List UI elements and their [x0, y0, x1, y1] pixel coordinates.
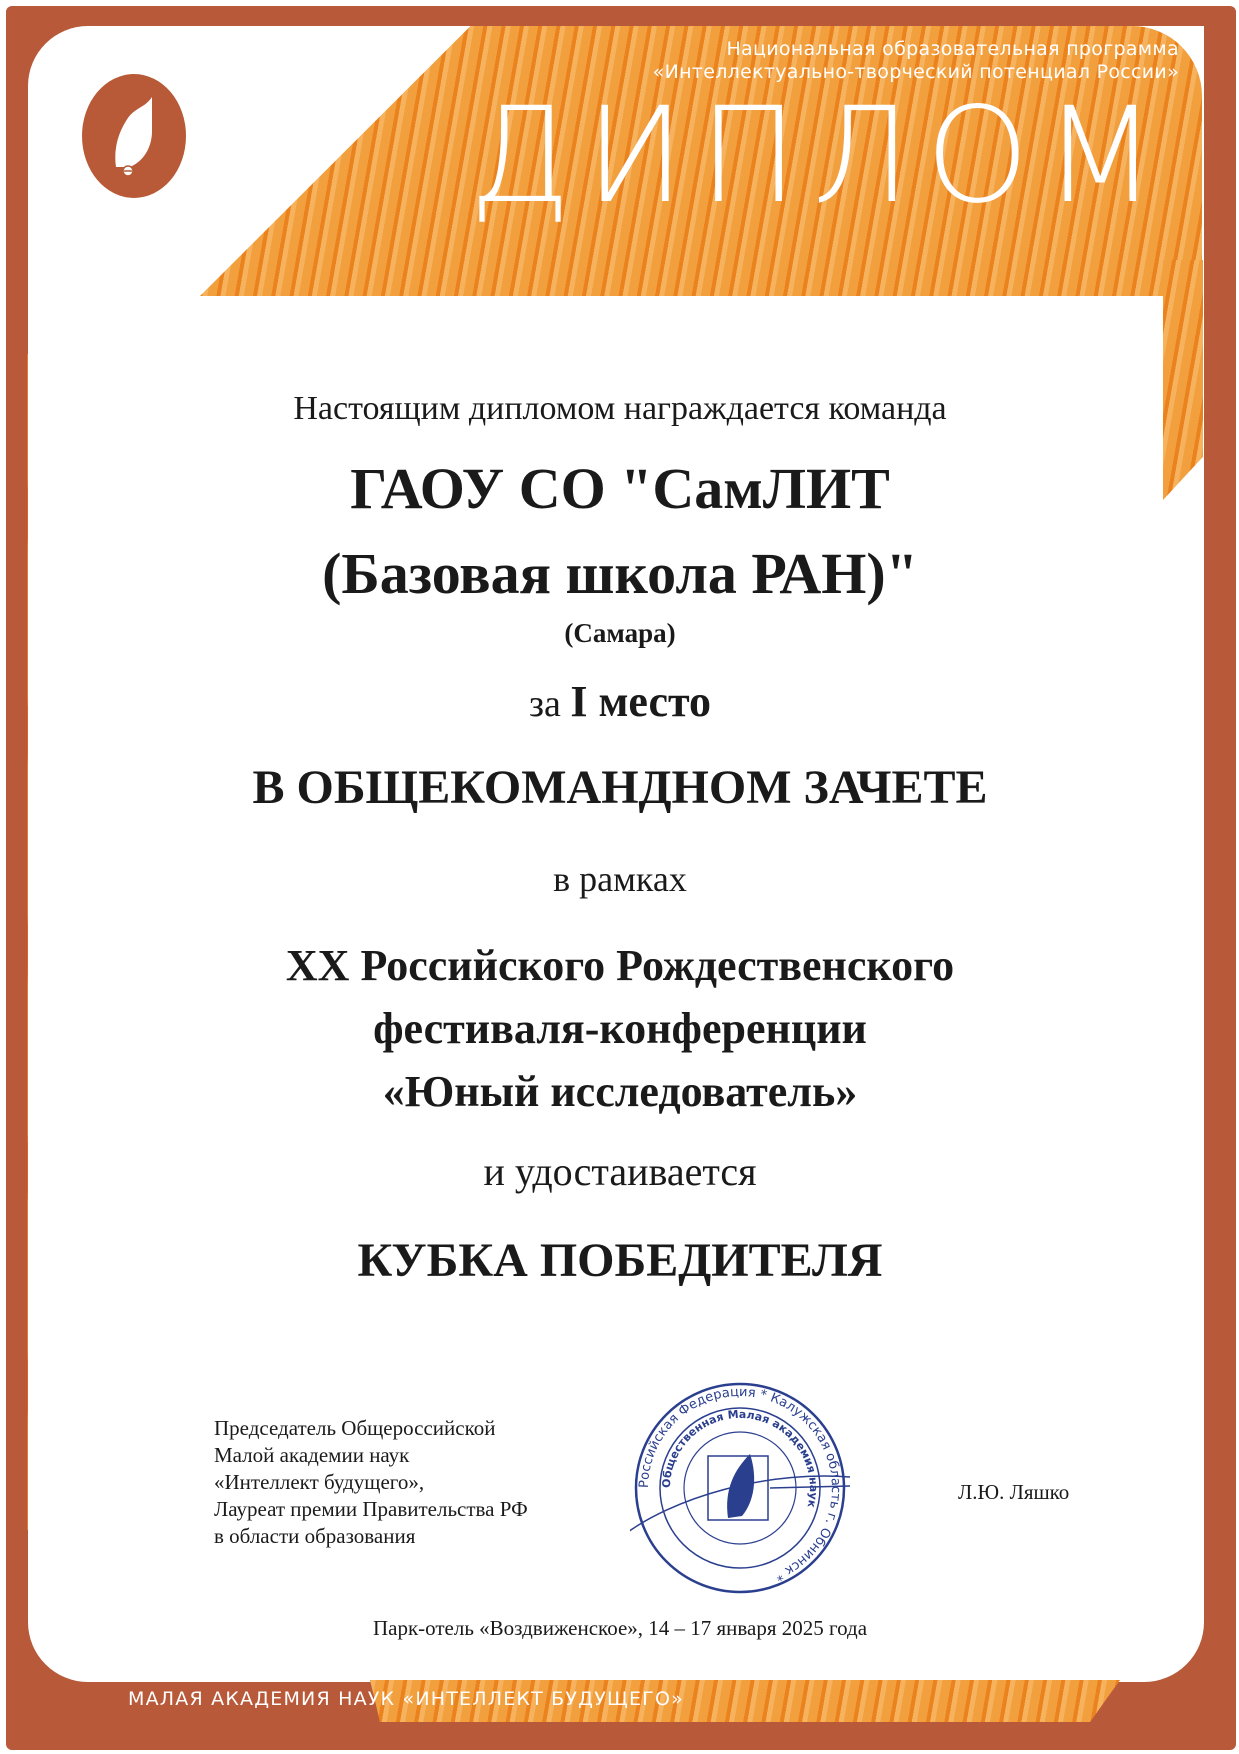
organization-city: (Самара) [564, 618, 676, 648]
signer-name: Л.Ю. Ляшко [958, 1480, 1070, 1504]
signer-title [214, 1415, 594, 1550]
award-lead-in: и удостаивается [483, 1149, 757, 1194]
award-name: КУБКА ПОБЕДИТЕЛЯ [357, 1234, 883, 1287]
place-value: I место [570, 677, 712, 726]
framework-text: в рамках [553, 859, 687, 899]
award-lead-text: Настоящим дипломом награждается команда [293, 390, 947, 427]
place-prefix: за [528, 683, 561, 725]
signer-title-line: Малой академии наук [214, 1443, 410, 1467]
program-line-1: Национальная образовательная программа [726, 38, 1179, 60]
flame-leaf-icon [104, 91, 164, 181]
signer-title-line: «Интеллект будущего», [214, 1470, 425, 1494]
signer-title-line: Председатель Общероссийской [214, 1416, 496, 1440]
place-line [120, 676, 1120, 727]
venue-and-date: Парк-отель «Воздвиженское», 14 – 17 января 2025 года [372, 1616, 868, 1640]
official-stamp-icon [630, 1378, 850, 1598]
academy-logo-icon [82, 74, 186, 198]
event-name-line-3: «Юный исследователь» [382, 1067, 858, 1116]
organization-name-line-1: ГАОУ СО "СамЛИТ [350, 456, 890, 521]
program-line-2: «Интеллектуально-творческий потенциал России» [652, 61, 1179, 83]
stamp-inner-text: Общественная Малая академия наук [659, 1407, 821, 1509]
signer-title-line: Лауреат премии Правительства РФ [214, 1497, 528, 1521]
organization-name-line-2: (Базовая школа РАН)" [322, 541, 918, 606]
award-category: В ОБЩЕКОМАНДНОМ ЗАЧЕТЕ [252, 761, 988, 814]
footer-organization: МАЛАЯ АКАДЕМИЯ НАУК «ИНТЕЛЛЕКТ БУДУЩЕГО» [128, 1688, 684, 1710]
stamp-outer-text: Российская Федерация * Калужская область г. Обнинск * [636, 1384, 844, 1584]
event-name-line-1: XX Российского Рождественского [285, 941, 955, 990]
program-subtitle [479, 38, 1179, 84]
signer-title-line: в области образования [214, 1524, 416, 1548]
diploma-title: ДИПЛОМ [468, 79, 1172, 233]
event-name-line-2: фестиваля-конференции [373, 1004, 867, 1053]
